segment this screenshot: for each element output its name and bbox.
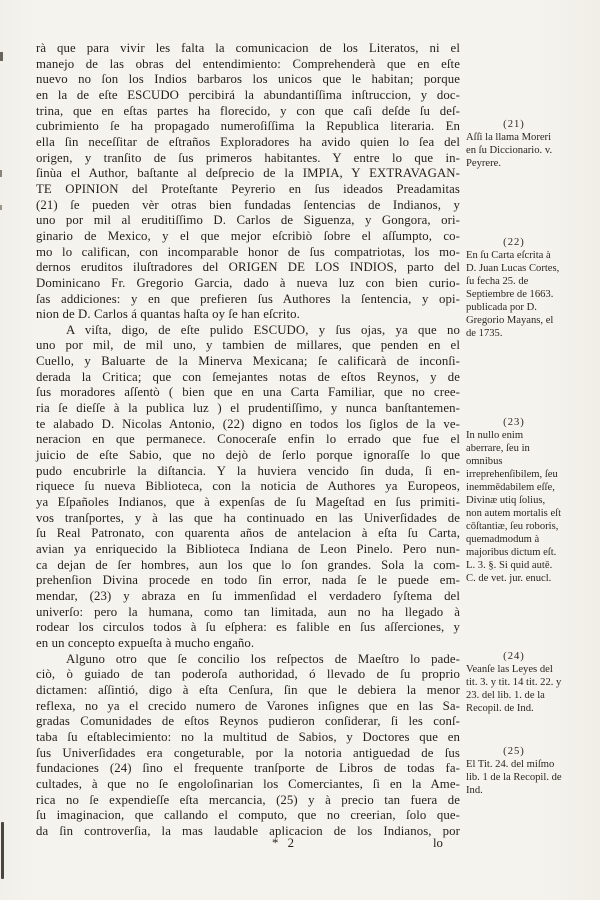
margin-note-label: (21) xyxy=(503,119,525,130)
text-line: riquece ſu nueva Biblioteca, con la noticia de Authores ya Europeos, xyxy=(36,479,460,494)
margin-note-label: (24) xyxy=(503,651,525,662)
margin-note xyxy=(466,118,562,170)
main-text-block xyxy=(36,41,460,839)
text-line: ginario de Mexico, y el que mejor eſcribiò ſobre el aſſumpto, co- xyxy=(36,228,460,243)
margin-note-text: El Tit. 24. del miſmo lib. 1 de la Recopil. de Ind. xyxy=(466,759,562,796)
text-line: nuevo no ſon los Indios barbaros los unicos que le habitan; porque xyxy=(36,72,460,87)
margin-note xyxy=(466,416,562,585)
text-line: cultades, à que no ſe engoloſinarian los Comerciantes, ſi en la Ame- xyxy=(36,776,460,791)
text-line: rodear los circulos todos à ſu eſphera: es falible en ſus aſſerciones, y xyxy=(36,620,460,635)
text-line: ria ſe dieſſe à la publica luz ) el prudentiſſimo, y nunca banſtantemen- xyxy=(36,401,460,416)
text-line: A viſta, digo, de eſte pulido ESCUDO, y ſus ojas, ya que no xyxy=(66,322,460,337)
text-line: ſas addiciones: y en que prefieren ſus Authores la ſentencia, y opi- xyxy=(36,291,460,306)
margin-note xyxy=(466,236,562,340)
text-line: derada la Critica; que con ſemejantes notas de eſtos Reynos, y de xyxy=(36,369,460,384)
text-line: origen, y tranſito de ſus primeros habitantes. Y entre lo que in- xyxy=(36,150,460,165)
text-line: trina, que en eſtas partes ha florecido, y con que caſi deſde ſu deſ- xyxy=(36,103,460,118)
text-line: Cuello, y Baluarte de la Minerva Mexicana; ſe calificarà de inconſi- xyxy=(36,354,460,369)
text-line: gradas Comunidades de eſtos Reynos pudieron conſiderar, ſi les conſ- xyxy=(36,714,460,729)
text-line: ca dejan de ſer hombres, aun los que lo ſon grandes. Sola la com- xyxy=(36,557,460,572)
text-line: mendar, (23) y abraza en ſu immenſidad el verdadero ſyſtema del xyxy=(36,588,460,603)
text-line: ciò, ò guiado de tan poderoſa authoridad, ó llevado de ſu proprio xyxy=(36,667,460,682)
text-line: manejo de las obras del entendimiento: Comprehenderà que en eſte xyxy=(36,56,460,71)
text-line: avian ya enriquecido la Biblioteca Indiana de Leon Pinelo. Pero nun- xyxy=(36,542,460,556)
text-line: uno por mil, de mil uno, y tambien de millares, que penden en el xyxy=(36,338,460,353)
text-line: vos tranſportes, y à las que ha continuado en las Univerſidades de xyxy=(36,510,460,525)
text-line: ſu imaginacion, que callando el computo, que no creerian, ſolo que- xyxy=(36,808,460,823)
text-line: ſinùa el Author, baſtante al deſprecio de la IMPIA, Y EXTRAVAGAN- xyxy=(36,166,460,181)
text-line: da ſin controverſia, la mas laudable aplicacion de los Indianos, por xyxy=(36,823,460,838)
text-line: en la de eſte ESCUDO percibirá la abundantiſſima inſtruccion, y doc- xyxy=(36,87,460,102)
text-line: neracion en que permanece. Conoceraſe enfin lo errado que fue el xyxy=(36,432,460,447)
text-line: dernos eruditos iluſtradores del ORIGEN DE LOS INDIOS, parto del xyxy=(36,260,460,275)
text-line: mo lo califican, con incomparable honor de ſus compatriotas, los mo- xyxy=(36,244,460,259)
margin-notes-column xyxy=(466,0,562,900)
text-line: dictamen: aſſintió, digo à eſta Cenſura, ſin que le debiera la menor xyxy=(36,682,460,697)
text-line: taba ſu eſtablecimiento: no la multitud de Sabios, y Doctores que en xyxy=(36,729,460,744)
margin-note-text: In nullo enim aberrare, ſeu in omnibus irreprehenſibilem, ſeu inemmēdabilem eſſe, Divinæ utiq ſolius, non autem mortalis eſt cōſtantiæ, ſeu roboris, quemadmodum à majoribus dictum eſt. L. 3. §. Si quid autē. C. de vet. jur. enucl. xyxy=(466,430,562,584)
text-line: nion de D. Carlos á quantas haſta oy ſe han eſcrito. xyxy=(36,307,300,322)
text-line: TE OPINION del Proteſtante Peyrerio en ſus ideados Preadamitas xyxy=(36,181,460,196)
text-line: rà que para vivir les falta la comunicacion de los Literatos, ni el xyxy=(36,41,460,55)
text-line: reflexa, no ya el crecido numero de Varones inſignes que en las Sa- xyxy=(36,698,460,713)
margin-note-label: (23) xyxy=(503,417,525,428)
margin-note-text: Veanſe las Leyes del tit. 3. y tit. 14 tit. 22. y 23. del lib. 1. de la Recopil. de Ind. xyxy=(466,664,562,714)
margin-note-label: (22) xyxy=(503,237,525,248)
binding-shadow-artifact xyxy=(1,822,4,879)
text-line: ya Eſpañoles Indianos, que à expenſas de ſu Mageſtad en ſus primiti- xyxy=(36,495,460,510)
text-line: prehenſion Divina procede en todo ſin error, nada ſe le puede em- xyxy=(36,573,460,588)
scan-speck-artifact xyxy=(0,170,2,177)
text-line: rica no ſe expendieſſe eſta mercancia, (25) y à precio tan fuera de xyxy=(36,792,460,807)
text-line: ſus Univerſidades era congeturable, por la notoria antiguedad de ſus xyxy=(36,745,460,760)
text-line: uno por mil al eruditiſſimo D. Carlos de Siguenza, y Gongora, ori- xyxy=(36,213,460,228)
text-line: Alguno otro que ſe concilio los reſpectos de Maeſtro lo pade- xyxy=(66,651,460,666)
text-line: Dominicano Fr. Gregorio Garcia, dado à nueva luz con bien curio- xyxy=(36,275,460,290)
text-line: univerſo: pero la humana, como tan limitada, aun no ha llegado à xyxy=(36,604,460,619)
scan-speck-artifact xyxy=(0,52,3,61)
signature-mark: * 2 xyxy=(272,836,297,850)
margin-note xyxy=(466,650,562,715)
text-line: ella ſin neceſſitar de eſtraños Exploradores ha avido quien lo ſea del xyxy=(36,134,460,149)
text-line: en un concepto expueſta à mucho engaño. xyxy=(36,635,255,650)
catchword: lo xyxy=(433,836,443,850)
text-line: te alabado D. Nicolas Antonio, (22) digno en todos los ſiglos de la ve- xyxy=(36,416,460,431)
text-line: juicio de eſte Sabio, que no dejò de ſerlo porque ignoraſſe lo que xyxy=(36,448,460,463)
text-line: cubrimiento ſe ha propagado numeroſiſſima la Republica literaria. En xyxy=(36,119,460,134)
margin-note xyxy=(466,745,562,797)
margin-note-text: Aſſi la llama Moreri en ſu Diccionario. v. Peyrere. xyxy=(466,132,553,169)
text-line: fundaciones (24) ſino el frequente tranſporte de Libros de todas fa- xyxy=(36,761,460,776)
text-line: (21) ſe pueden vèr otras bien fundadas ſentencias de Indianos, y xyxy=(36,197,460,212)
text-line: ſus moradores aſſentò ( bien que en una Carta Familiar, que no cree- xyxy=(36,385,460,400)
text-line: pudo encubrirle la diſtancia. Y la huviera vencido ſin duda, ſi en- xyxy=(36,463,460,478)
text-line: ſu Real Patronato, con quarenta años de antelacion à eſta ſu Carta, xyxy=(36,526,460,541)
margin-note-text: En ſu Carta eſcrita à D. Juan Lucas Cortes, ſu fecha 25. de Septiembre de 1663. publicada por D. Gregorio Mayans, el de 1735. xyxy=(466,250,560,339)
margin-note-label: (25) xyxy=(503,746,525,757)
scan-speck-artifact xyxy=(0,205,2,210)
